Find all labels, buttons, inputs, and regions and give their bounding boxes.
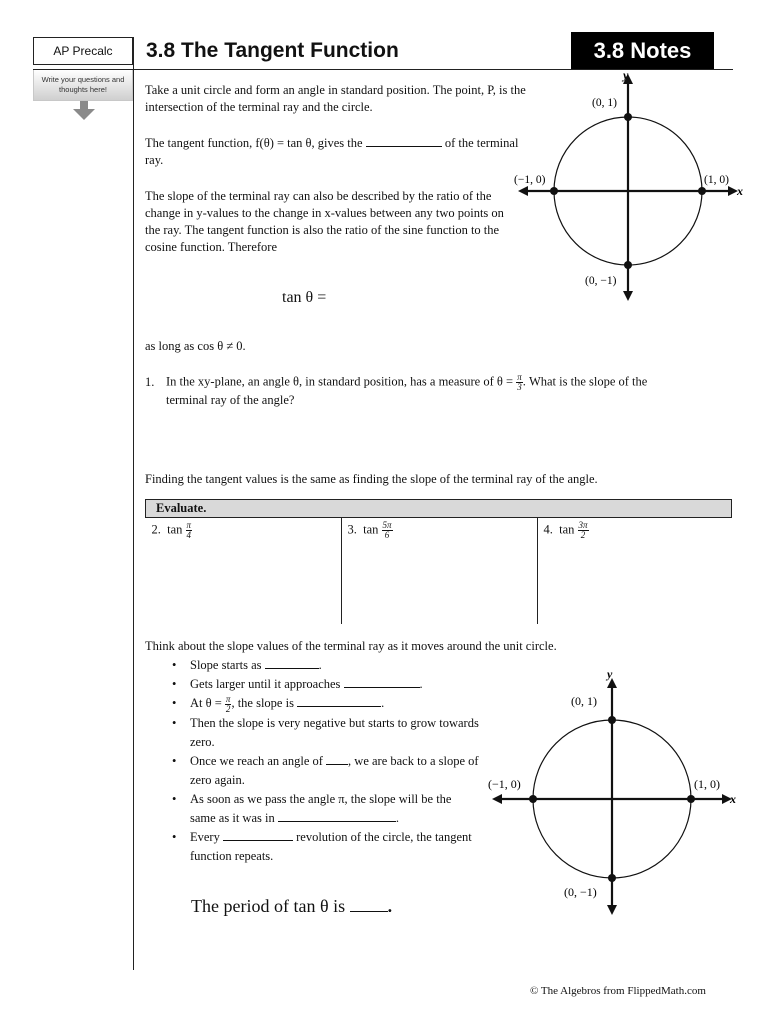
- angle-fraction: [382, 521, 393, 540]
- bullet-text-end: revolution of the circle, the tangent function repeats.: [190, 829, 472, 863]
- list-item: [160, 714, 480, 752]
- label-right: (1, 0): [694, 777, 720, 791]
- point-top: [608, 716, 616, 724]
- evaluate-table: [145, 499, 732, 624]
- notes-badge: 3.8 Notes: [571, 32, 714, 69]
- bullet-text: At θ =: [190, 696, 222, 710]
- item-number: 3.: [347, 522, 357, 537]
- y-axis-down-arrow-icon: [607, 905, 617, 915]
- list-item: [160, 694, 480, 714]
- intro-p2-tail: of the terminal ray.: [145, 136, 519, 167]
- fraction-denominator: 4: [186, 530, 192, 540]
- period-end: .: [387, 896, 393, 916]
- bullet-text: Then the slope is very negative but starts to grow towards zero.: [190, 715, 479, 749]
- margin-rule: [133, 37, 134, 970]
- x-axis-left-arrow-icon: [492, 794, 502, 804]
- margin-hint: [33, 69, 133, 101]
- item-number: 2.: [151, 522, 161, 537]
- fraction-denominator: 2: [225, 703, 231, 714]
- bullet-text-mid: , the slope is: [231, 696, 294, 710]
- point-left: [529, 795, 537, 803]
- tan-function: tan: [559, 522, 575, 537]
- period-statement: [191, 896, 392, 917]
- answer-blank[interactable]: [344, 676, 420, 688]
- copyright-footer: © The Algebros from FlippedMath.com: [530, 985, 706, 997]
- list-item: [160, 656, 480, 675]
- evaluate-header: Evaluate.: [146, 500, 732, 518]
- tan-function: tan: [363, 522, 379, 537]
- question-1-line-1-tail: . What is the slope of the: [522, 374, 648, 389]
- point-right: [687, 795, 695, 803]
- down-arrow-icon: [73, 101, 95, 121]
- y-axis-down-arrow-icon: [623, 291, 633, 301]
- tan-equation: tan θ =: [282, 289, 327, 306]
- item-number: 4.: [543, 522, 553, 537]
- answer-blank[interactable]: [366, 135, 442, 147]
- bullet-text: Slope starts as: [190, 658, 262, 672]
- course-label: AP Precalc: [33, 37, 133, 65]
- fraction-denominator: 3: [517, 382, 522, 392]
- label-bottom: (0, −1): [564, 885, 597, 899]
- x-axis-label: x: [737, 184, 743, 198]
- tan-function: tan: [167, 522, 183, 537]
- bullet-text-end: .: [381, 696, 385, 710]
- bullet-text-end: .: [318, 658, 322, 672]
- list-item: [160, 752, 480, 790]
- bullet-text: Every: [190, 829, 220, 844]
- angle-fraction: [578, 521, 589, 540]
- bullet-text-end: .: [395, 810, 399, 825]
- answer-blank[interactable]: [297, 695, 381, 707]
- angle-fraction: [186, 521, 193, 540]
- answer-blank[interactable]: [350, 897, 388, 912]
- evaluate-cell-2[interactable]: [146, 518, 342, 625]
- answer-blank[interactable]: [326, 753, 348, 765]
- label-bottom: (0, −1): [585, 275, 617, 287]
- bullet-text-end: .: [419, 677, 423, 691]
- label-top: (0, 1): [571, 694, 597, 708]
- list-item: [160, 790, 480, 828]
- list-item: [160, 675, 480, 694]
- fraction-denominator: 2: [580, 530, 586, 540]
- label-top: (0, 1): [592, 97, 617, 109]
- fraction-numerator: π: [225, 693, 231, 704]
- cos-condition: as long as cos θ ≠ 0.: [145, 339, 246, 353]
- page-title: 3.8 The Tangent Function: [146, 39, 399, 62]
- question-1-line-1: In the xy-plane, an angle θ, in standard position, has a measure of θ =: [166, 374, 514, 389]
- bullet-text-end: , we are back to a slope of zero again.: [190, 753, 479, 787]
- fraction-numerator: π: [186, 520, 192, 530]
- unit-circle-diagram-2: [484, 664, 744, 920]
- question-1-line-2: terminal ray of the angle?: [166, 393, 295, 407]
- answer-blank[interactable]: [265, 657, 319, 669]
- x-axis-left-arrow-icon: [518, 186, 528, 196]
- point-top: [624, 113, 632, 121]
- finding-note: Finding the tangent values is the same as finding the slope of the terminal ray of the angle.: [145, 472, 598, 486]
- evaluate-cell-4[interactable]: [537, 518, 732, 625]
- fraction-numerator: π: [517, 372, 522, 382]
- bullet-text: Gets larger until it approaches: [190, 677, 341, 691]
- bullet-text: Once we reach an angle of: [190, 753, 323, 768]
- label-left: (−1, 0): [514, 174, 546, 186]
- fraction-denominator: 6: [384, 530, 390, 540]
- intro-paragraph-1: Take a unit circle and form an angle in standard position. The point, P, is the intersection of the terminal ray and the circle.: [145, 83, 526, 114]
- answer-blank[interactable]: [278, 810, 396, 822]
- unit-circle-diagram-1: [510, 68, 750, 304]
- question-1-text: [166, 373, 726, 409]
- y-axis-label: y: [623, 68, 629, 82]
- evaluate-cell-3[interactable]: [341, 518, 537, 625]
- margin-hint-text: Write your questions and thoughts here!: [41, 75, 125, 94]
- answer-blank[interactable]: [223, 829, 293, 841]
- label-left: (−1, 0): [488, 777, 521, 791]
- intro-p2-text: The tangent function, f(θ) = tan θ, gives the: [145, 136, 363, 150]
- fraction-numerator: 3π: [578, 520, 588, 530]
- point-bottom: [624, 261, 632, 269]
- question-1-number: 1.: [145, 375, 155, 389]
- x-axis-label: x: [730, 792, 736, 806]
- bullet-text: As soon as we pass the angle π, the slope will be the same as it was in: [190, 791, 452, 825]
- y-axis-label: y: [607, 667, 613, 681]
- fraction-numerator: 5π: [382, 520, 392, 530]
- point-right: [698, 187, 706, 195]
- label-right: (1, 0): [704, 174, 729, 186]
- list-item: [160, 828, 480, 866]
- intro-paragraph-3: The slope of the terminal ray can also be described by the ratio of the change in y-values to the change in x-values between any two points on the ray. The tangent function is also the ratio of the sine function to the cosine function. Therefore: [145, 189, 504, 254]
- period-text: The period of tan θ is: [191, 896, 346, 916]
- point-bottom: [608, 874, 616, 882]
- point-left: [550, 187, 558, 195]
- think-about-text: Think about the slope values of the terminal ray as it moves around the unit circle.: [145, 639, 557, 653]
- slope-bullet-list: [160, 656, 480, 866]
- intro-paragraph-2: [145, 135, 520, 169]
